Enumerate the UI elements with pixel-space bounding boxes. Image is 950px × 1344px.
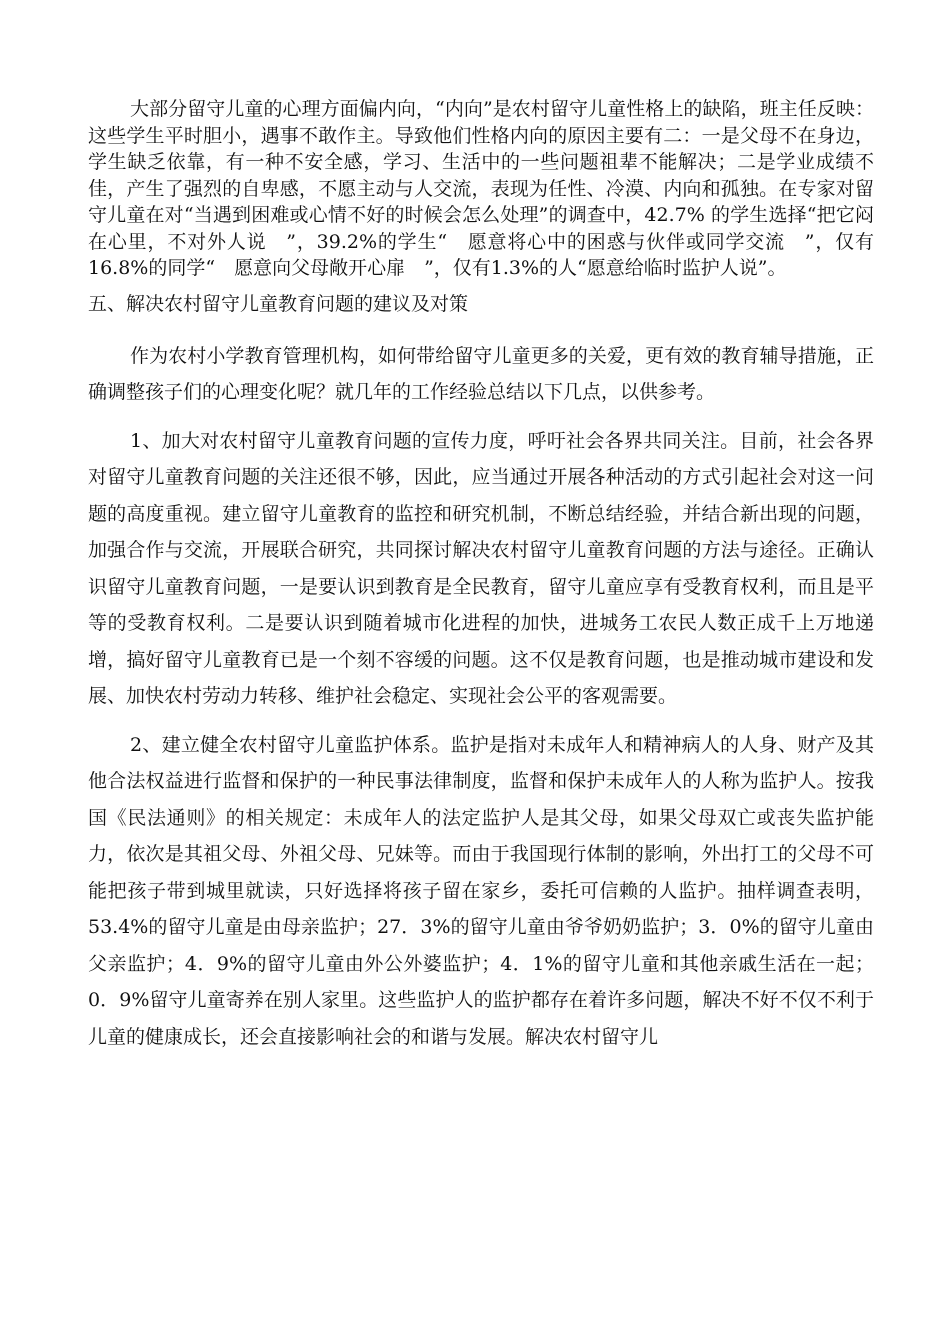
body-paragraph-1: 作为农村小学教育管理机构，如何带给留守儿童更多的关爱，更有效的教育辅导措施，正确调整孩子们的心理变化呢？就几年的工作经验总结以下几点，以供参考。 bbox=[88, 344, 874, 403]
body-paragraph-3: 2、建立健全农村留守儿童监护体系。监护是指对未成年人和精神病人的人身、财产及其他合法权益进行监督和保护的一种民事法律制度，监督和保护未成年人的人称为监护人。按我国《民法通则》的相关规定：未成年人的法定监护人是其父母，如果父母双亡或丧失监护能力，依次是其祖父母、外祖父母、兄妹等。而由于我国现行体制的影响，外出打工的父母不可能把孩子带到城里就读，只好选择将孩子留在家乡，委托可信赖的人监护。抽样调查表明，53.4%的留守儿童是由母亲监护；27．3%的留守儿童由爷爷奶奶监护；3．0%的留守儿童由父亲监护；4．9%的留守儿童由外公外婆监护；4．1%的留守儿童和其他亲戚生活在一起；0．9%留守儿童寄养在别人家里。这些监护人的监护都存在着许多问题，解决不好不仅不利于儿童的健康成长，还会直接影响社会的和谐与发展。解决农村留守儿 bbox=[88, 733, 874, 1048]
document-page bbox=[88, 96, 874, 1055]
section-heading: 五、解决农村留守儿童教育问题的建议及对策 bbox=[88, 292, 469, 315]
body-paragraph-2: 1、加大对农村留守儿童教育问题的宣传力度，呼吁社会各界共同关注。目前，社会各界对留守儿童教育问题的关注还很不够，因此，应当通过开展各种活动的方式引起社会对这一问题的高度重视。建立留守儿童教育的监控和研究机制，不断总结经验，并结合新出现的问题，加强合作与交流，开展联合研究，共同探讨解决农村留守儿童教育问题的方法与途径。正确认识留守儿童教育问题，一是要认识到教育是全民教育，留守儿童应享有受教育权利，而且是平等的受教育权利。二是要认识到随着城市化进程的加快，进城务工农民人数正成千上万地递增，搞好留守儿童教育已是一个刻不容缓的问题。这不仅是教育问题，也是推动城市建设和发展、加快农村劳动力转移、维护社会稳定、实现社会公平的客观需要。 bbox=[88, 429, 874, 707]
intro-paragraph: 大部分留守儿童的心理方面偏内向，“内向”是农村留守儿童性格上的缺陷，班主任反映：这些学生平时胆小，遇事不敢作主。导致他们性格内向的原因主要有二：一是父母不在身边，学生缺乏依靠，有一种不安全感，学习、生活中的一些问题祖辈不能解决；二是学业成绩不佳，产生了强烈的自卑感，不愿主动与人交流，表现为任性、冷漠、内向和孤独。在专家对留守儿童在对“当遇到困难或心情不好的时候会怎么处理”的调查中，42.7% 的学生选择“把它闷在心里，不对外人说 ”，39.2%的学生“ 愿意将心中的困惑与伙伴或同学交流 ”，仅有16.8%的同学“ 愿意向父母敞开心扉 ”，仅有1.3%的人“愿意给临时监护人说”。 bbox=[88, 98, 874, 279]
